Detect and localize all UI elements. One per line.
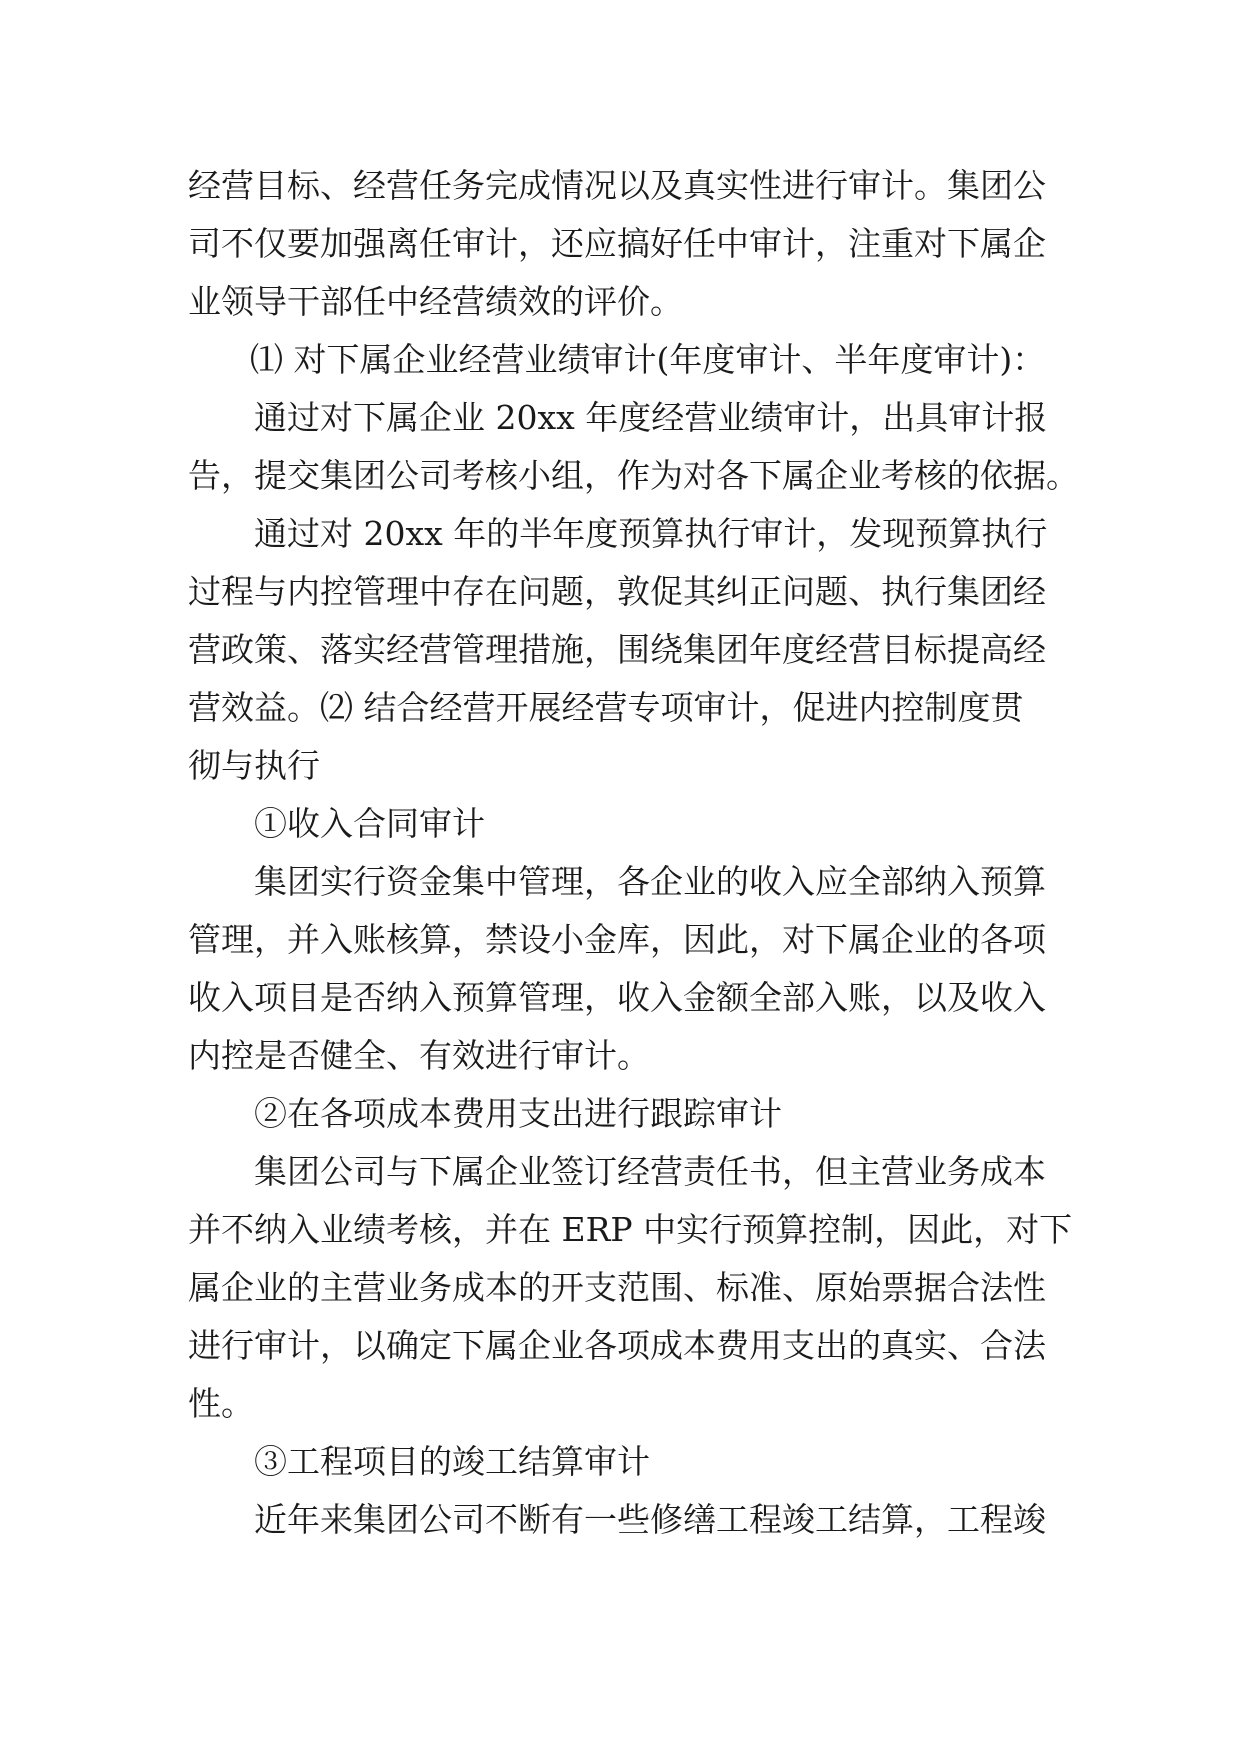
text-line (0, 678, 1241, 738)
text-line (0, 446, 1241, 506)
line-text: 集团实行资金集中管理，各企业的收入应全部纳入预算 (254, 862, 1046, 901)
text-line (0, 156, 1241, 216)
line-text: 并不纳入业绩考核，并在 ERP 中实行预算控制，因此，对下 (188, 1210, 1073, 1249)
text-line (0, 736, 1241, 796)
text-line (0, 1316, 1241, 1376)
line-text: ①收入合同审计 (254, 804, 485, 843)
line-text: 进行审计，以确定下属企业各项成本费用支出的真实、合法 (188, 1326, 1046, 1365)
line-text: 司不仅要加强离任审计，还应搞好任中审计，注重对下属企 (188, 224, 1046, 263)
text-line (0, 562, 1241, 622)
text-line (0, 852, 1241, 912)
line-text: 收入项目是否纳入预算管理，收入金额全部入账，以及收入 (188, 978, 1046, 1017)
line-text: 营政策、落实经营管理措施，围绕集团年度经营目标提高经 (188, 630, 1046, 669)
line-text: 通过对下属企业 20xx 年度经营业绩审计，出具审计报 (254, 398, 1048, 437)
text-line (0, 1200, 1241, 1260)
text-line (0, 968, 1241, 1028)
text-line (0, 620, 1241, 680)
text-line (0, 1258, 1241, 1318)
line-text: 集团公司与下属企业签订经营责任书，但主营业务成本 (254, 1152, 1046, 1191)
text-line (0, 910, 1241, 970)
text-line (0, 794, 1241, 854)
text-line (0, 388, 1241, 448)
line-text: 内控是否健全、有效进行审计。 (188, 1036, 650, 1075)
text-line (0, 330, 1241, 390)
line-text: 业领导干部任中经营绩效的评价。 (188, 282, 683, 321)
line-text: 过程与内控管理中存在问题，敦促其纠正问题、执行集团经 (188, 572, 1046, 611)
line-text: 通过对 20xx 年的半年度预算执行审计，发现预算执行 (254, 514, 1048, 553)
text-line (0, 214, 1241, 274)
line-text: 性。 (188, 1384, 254, 1423)
text-line (0, 1142, 1241, 1202)
line-text: ②在各项成本费用支出进行跟踪审计 (254, 1094, 782, 1133)
line-text: 告，提交集团公司考核小组，作为对各下属企业考核的依据。 (188, 456, 1079, 495)
line-text: 营效益。⑵ 结合经营开展经营专项审计，促进内控制度贯 (188, 688, 1024, 727)
text-line (0, 504, 1241, 564)
line-text: 近年来集团公司不断有一些修缮工程竣工结算，工程竣 (254, 1500, 1046, 1539)
line-text: 经营目标、经营任务完成情况以及真实性进行审计。集团公 (188, 166, 1046, 205)
line-text: 彻与执行 (188, 746, 320, 785)
line-text: ⑴ 对下属企业经营业绩审计(年度审计、半年度审计)： (250, 340, 1046, 379)
text-line (0, 1374, 1241, 1434)
line-text: 管理，并入账核算，禁设小金库，因此，对下属企业的各项 (188, 920, 1046, 959)
line-text: ③工程项目的竣工结算审计 (254, 1442, 650, 1481)
text-line (0, 1084, 1241, 1144)
text-line (0, 1490, 1241, 1550)
text-line (0, 1432, 1241, 1492)
text-line (0, 1026, 1241, 1086)
line-text: 属企业的主营业务成本的开支范围、标准、原始票据合法性 (188, 1268, 1046, 1307)
text-line (0, 272, 1241, 332)
